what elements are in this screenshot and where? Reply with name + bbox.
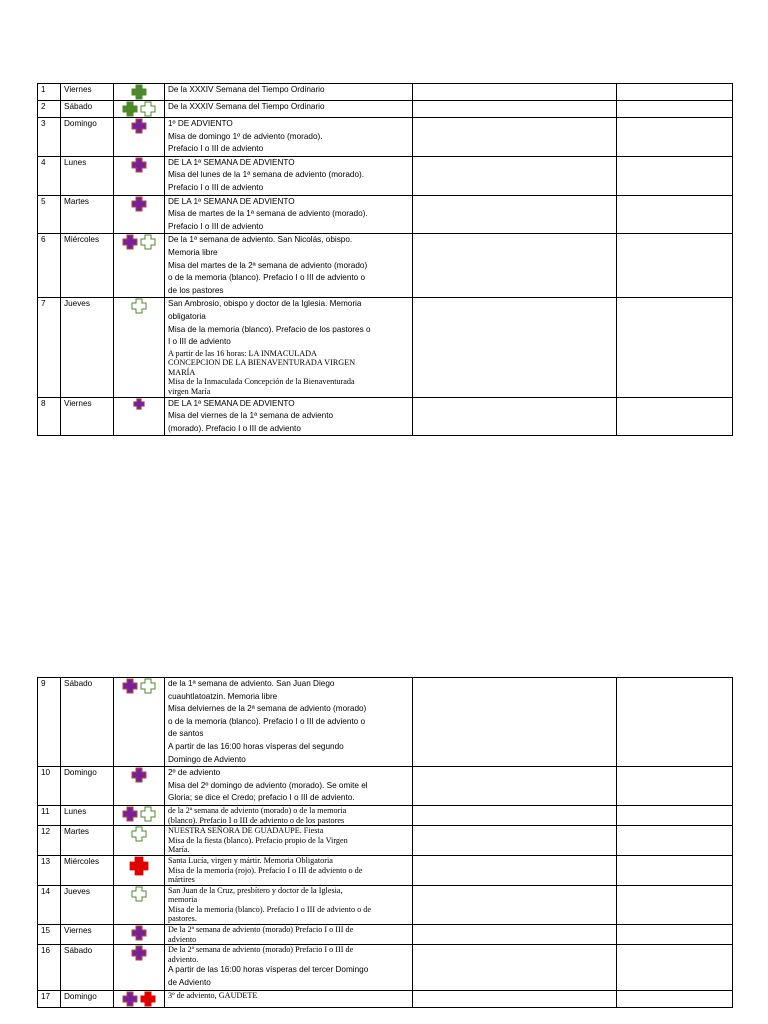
- description-line: Misa de la memoria (blanco). Prefacio de los pastores o: [168, 324, 371, 334]
- purple-cross-icon: [122, 991, 138, 1007]
- table-row: [38, 101, 733, 118]
- weekday: Miércoles: [61, 234, 114, 298]
- liturgical-color-cell: [114, 156, 165, 195]
- description-line: mártires: [168, 875, 195, 885]
- empty-cell: [617, 767, 733, 806]
- weekday: Viernes: [61, 397, 114, 436]
- description-line: Santa Lucía, virgen y mártir. Memoria Obligatoria: [168, 855, 333, 865]
- description-line: Misa del martes de la 2ª semana de adviento (morado): [168, 260, 368, 270]
- empty-cell: [413, 885, 617, 924]
- empty-cell: [413, 945, 617, 990]
- day-number: 4: [38, 156, 61, 195]
- empty-cell: [617, 885, 733, 924]
- celebration-description: [165, 156, 413, 195]
- day-number: 6: [38, 234, 61, 298]
- empty-cell: [413, 826, 617, 856]
- liturgical-color-cell: [114, 885, 165, 924]
- empty-cell: [413, 101, 617, 118]
- description-line: Misa delviernes de la 2ª semana de adviento (morado): [168, 704, 367, 714]
- empty-cell: [617, 195, 733, 234]
- liturgical-color-cell: [114, 678, 165, 767]
- white-cross-icon: [140, 234, 156, 250]
- empty-cell: [617, 397, 733, 436]
- day-number: 16: [38, 945, 61, 990]
- liturgical-color-cell: [114, 101, 165, 118]
- description-line: adviento.: [168, 954, 199, 964]
- purple-cross-icon: [122, 678, 138, 694]
- liturgical-color-cell: [114, 925, 165, 945]
- celebration-description: [165, 678, 413, 767]
- empty-cell: [413, 805, 617, 825]
- calendar-table-2: [37, 677, 733, 1008]
- description-line: virgen María: [168, 387, 211, 397]
- description-line: de la 1ª semana de adviento. San Juan Diego: [168, 679, 335, 688]
- empty-cell: [413, 855, 617, 885]
- table-row: [38, 234, 733, 298]
- day-number: 5: [38, 195, 61, 234]
- description-line: Gloria; se dice el Credo; prefacio I o III de adviento.: [168, 793, 355, 803]
- description-line: Misa de la memoria (rojo). Prefacio I o III de adviento o de: [168, 865, 363, 875]
- day-number: 9: [38, 678, 61, 767]
- day-number: 3: [38, 118, 61, 157]
- table-row: [38, 805, 733, 825]
- empty-cell: [617, 84, 733, 101]
- description-line: DE LA 1ª SEMANA DE ADVIENTO: [168, 196, 295, 206]
- weekday: Domingo: [61, 767, 114, 806]
- weekday: Viernes: [61, 84, 114, 101]
- empty-cell: [617, 101, 733, 118]
- empty-cell: [617, 156, 733, 195]
- purple-cross-icon: [122, 806, 138, 822]
- table-row: [38, 885, 733, 924]
- description-line: 3º de adviento, GAUDETE: [168, 990, 258, 1000]
- liturgical-color-cell: [114, 767, 165, 806]
- white-cross-icon: [131, 298, 147, 314]
- empty-cell: [413, 118, 617, 157]
- description-line: Misa de la fiesta (blanco). Prefacio propio de la Virgen: [168, 835, 348, 845]
- description-line: De la 1ª semana de adviento. San Nicolás, obispo.: [168, 235, 353, 245]
- celebration-description: [165, 925, 413, 945]
- liturgical-color-cell: [114, 990, 165, 1007]
- day-number: 13: [38, 855, 61, 885]
- weekday: Jueves: [61, 885, 114, 924]
- description-line: 1º DE ADVIENTO: [168, 119, 233, 128]
- purple-cross-icon: [131, 196, 147, 212]
- table-row: [38, 925, 733, 945]
- description-line: (blanco). Prefacio I o III de adviento o de los pastores: [168, 815, 345, 825]
- liturgical-color-cell: [114, 826, 165, 856]
- day-number: 2: [38, 101, 61, 118]
- weekday: Martes: [61, 826, 114, 856]
- day-number: 7: [38, 298, 61, 397]
- liturgical-color-cell: [114, 298, 165, 397]
- liturgical-color-cell: [114, 195, 165, 234]
- description-line: MARÍA: [168, 367, 196, 377]
- table-row: [38, 767, 733, 806]
- description-line: Misa de la memoria (blanco). Prefacio I o III de adviento o de: [168, 904, 372, 914]
- purple-cross-icon: [131, 157, 147, 173]
- day-number: 14: [38, 885, 61, 924]
- green-cross-icon: [122, 101, 138, 117]
- celebration-description: [165, 855, 413, 885]
- celebration-description: [165, 885, 413, 924]
- description-line: I o III de adviento: [168, 337, 231, 347]
- celebration-description: [165, 826, 413, 856]
- purple-cross-icon: [122, 234, 138, 250]
- empty-cell: [617, 298, 733, 397]
- description-line: pastores.: [168, 914, 197, 924]
- day-number: 1: [38, 84, 61, 101]
- weekday: Miércoles: [61, 855, 114, 885]
- weekday: Sábado: [61, 945, 114, 990]
- description-line: Misa del 2º domingo de adviento (morado). Se omite el: [168, 780, 368, 790]
- weekday: Lunes: [61, 156, 114, 195]
- empty-cell: [413, 156, 617, 195]
- table-row: [38, 84, 733, 101]
- liturgical-color-cell: [114, 84, 165, 101]
- table-row: [38, 826, 733, 856]
- weekday: Lunes: [61, 805, 114, 825]
- day-number: 12: [38, 826, 61, 856]
- empty-cell: [617, 990, 733, 1007]
- empty-cell: [413, 234, 617, 298]
- description-line: cuauhtlatoatzin. Memoria libre: [168, 691, 278, 701]
- celebration-description: [165, 118, 413, 157]
- description-line: NUESTRA SEÑORA DE GUADAUPE. Fiesta: [168, 826, 324, 836]
- weekday: Sábado: [61, 678, 114, 767]
- white-cross-icon: [131, 826, 147, 842]
- empty-cell: [413, 298, 617, 397]
- weekday: Domingo: [61, 990, 114, 1007]
- day-number: 10: [38, 767, 61, 806]
- empty-cell: [617, 826, 733, 856]
- description-line: obligatoria: [168, 311, 206, 321]
- empty-cell: [617, 925, 733, 945]
- description-line: de los pastores: [168, 285, 224, 295]
- celebration-description: [165, 195, 413, 234]
- day-number: 17: [38, 990, 61, 1007]
- empty-cell: [617, 678, 733, 767]
- description-line: de la 2ª semana de adviento (morado) o de la memoria: [168, 805, 347, 815]
- description-line: (morado). Prefacio I o III de adviento: [168, 423, 301, 433]
- white-cross-icon: [140, 678, 156, 694]
- weekday: Martes: [61, 195, 114, 234]
- description-line: DE LA 1ª SEMANA DE ADVIENTO: [168, 157, 295, 167]
- description-line: Misa del lunes de la 1ª semana de adviento (morado).: [168, 170, 365, 180]
- description-line: memoria: [168, 895, 198, 905]
- description-line: Misa de domingo 1º de adviento (morado).: [168, 131, 323, 141]
- empty-cell: [617, 118, 733, 157]
- description-line: A partir de las 16:00 horas vísperas del segundo: [168, 741, 344, 751]
- description-line: De la 2ª semana de adviento (morado) Prefacio I o III de: [168, 945, 354, 955]
- empty-cell: [617, 855, 733, 885]
- description-line: A partir de las 16 horas: LA INMACULADA: [168, 348, 317, 358]
- celebration-description: [165, 767, 413, 806]
- liturgical-color-cell: [114, 805, 165, 825]
- description-line: Prefacio I o III de adviento: [168, 221, 264, 231]
- purple-cross-icon: [131, 925, 147, 941]
- description-line: A partir de las 16:00 horas vísperas del tercer Domingo: [168, 965, 369, 975]
- description-line: San Juan de la Cruz, presbítero y doctor de la Iglesia,: [168, 885, 343, 895]
- celebration-description: [165, 805, 413, 825]
- white-cross-icon: [140, 101, 156, 117]
- empty-cell: [413, 84, 617, 101]
- table-row: [38, 195, 733, 234]
- purple-cross-icon: [131, 118, 147, 134]
- weekday: Domingo: [61, 118, 114, 157]
- empty-cell: [413, 925, 617, 945]
- description-line: De la 2ª semana de adviento (morado) Prefacio I o III de: [168, 925, 354, 935]
- table-row: [38, 855, 733, 885]
- weekday: Viernes: [61, 925, 114, 945]
- description-line: Prefacio I o III de adviento: [168, 182, 264, 192]
- weekday: Sábado: [61, 101, 114, 118]
- table-row: [38, 945, 733, 990]
- description-line: María.: [168, 845, 190, 855]
- purple-cross-icon: [133, 398, 145, 410]
- empty-cell: [617, 805, 733, 825]
- celebration-description: [165, 298, 413, 397]
- liturgical-color-cell: [114, 855, 165, 885]
- calendar-table-1: [37, 83, 733, 436]
- empty-cell: [413, 195, 617, 234]
- empty-cell: [413, 990, 617, 1007]
- description-line: o de la memoria (blanco). Prefacio I o III de adviento o: [168, 273, 366, 283]
- empty-cell: [617, 234, 733, 298]
- purple-cross-icon: [131, 767, 147, 783]
- empty-cell: [413, 767, 617, 806]
- empty-cell: [617, 945, 733, 990]
- table-row: [38, 298, 733, 397]
- description-line: Domingo de Adviento: [168, 754, 246, 764]
- celebration-description: [165, 234, 413, 298]
- red-cross-icon: [129, 856, 149, 876]
- celebration-description: [165, 990, 413, 1007]
- description-line: o de la memoria (blanco). Prefacio I o III de adviento o: [168, 716, 366, 726]
- liturgical-color-cell: [114, 234, 165, 298]
- celebration-description: [165, 397, 413, 436]
- description-line: De la XXXIV Semana del Tiempo Ordinario: [168, 102, 325, 111]
- description-line: San Ambrosio, obispo y doctor de la Iglesia. Memoria: [168, 299, 362, 309]
- weekday: Jueves: [61, 298, 114, 397]
- purple-cross-icon: [131, 945, 147, 961]
- description-line: CONCEPCION DE LA BIENAVENTURADA VIRGEN: [168, 358, 356, 368]
- description-line: de santos: [168, 729, 204, 739]
- celebration-description: [165, 945, 413, 990]
- celebration-description: [165, 84, 413, 101]
- description-line: 2º de adviento: [168, 768, 221, 778]
- day-number: 11: [38, 805, 61, 825]
- liturgical-color-cell: [114, 397, 165, 436]
- liturgical-color-cell: [114, 945, 165, 990]
- white-cross-icon: [140, 806, 156, 822]
- table-row: [38, 156, 733, 195]
- description-line: De la XXXIV Semana del Tiempo Ordinario: [168, 85, 325, 94]
- description-line: DE LA 1ª SEMANA DE ADVIENTO: [168, 398, 295, 408]
- white-cross-icon: [131, 886, 147, 902]
- table-row: [38, 990, 733, 1007]
- liturgical-color-cell: [114, 118, 165, 157]
- description-line: Memoria libre: [168, 247, 218, 257]
- table-row: [38, 397, 733, 436]
- description-line: Misa de martes de la 1ª semana de adviento (morado).: [168, 209, 368, 219]
- description-line: Misa de la Inmaculada Concepción de la Bienaventurada: [168, 377, 355, 387]
- celebration-description: [165, 101, 413, 118]
- red-cross-icon: [140, 991, 156, 1007]
- description-line: adviento: [168, 934, 197, 944]
- empty-cell: [413, 397, 617, 436]
- empty-cell: [413, 678, 617, 767]
- table-row: [38, 118, 733, 157]
- table-row: [38, 678, 733, 767]
- day-number: 15: [38, 925, 61, 945]
- green-cross-icon: [131, 84, 147, 100]
- description-line: de Adviento: [168, 978, 211, 988]
- description-line: Prefacio I o III de adviento: [168, 144, 264, 154]
- description-line: Misa del viernes de la 1ª semana de adviento: [168, 411, 334, 421]
- day-number: 8: [38, 397, 61, 436]
